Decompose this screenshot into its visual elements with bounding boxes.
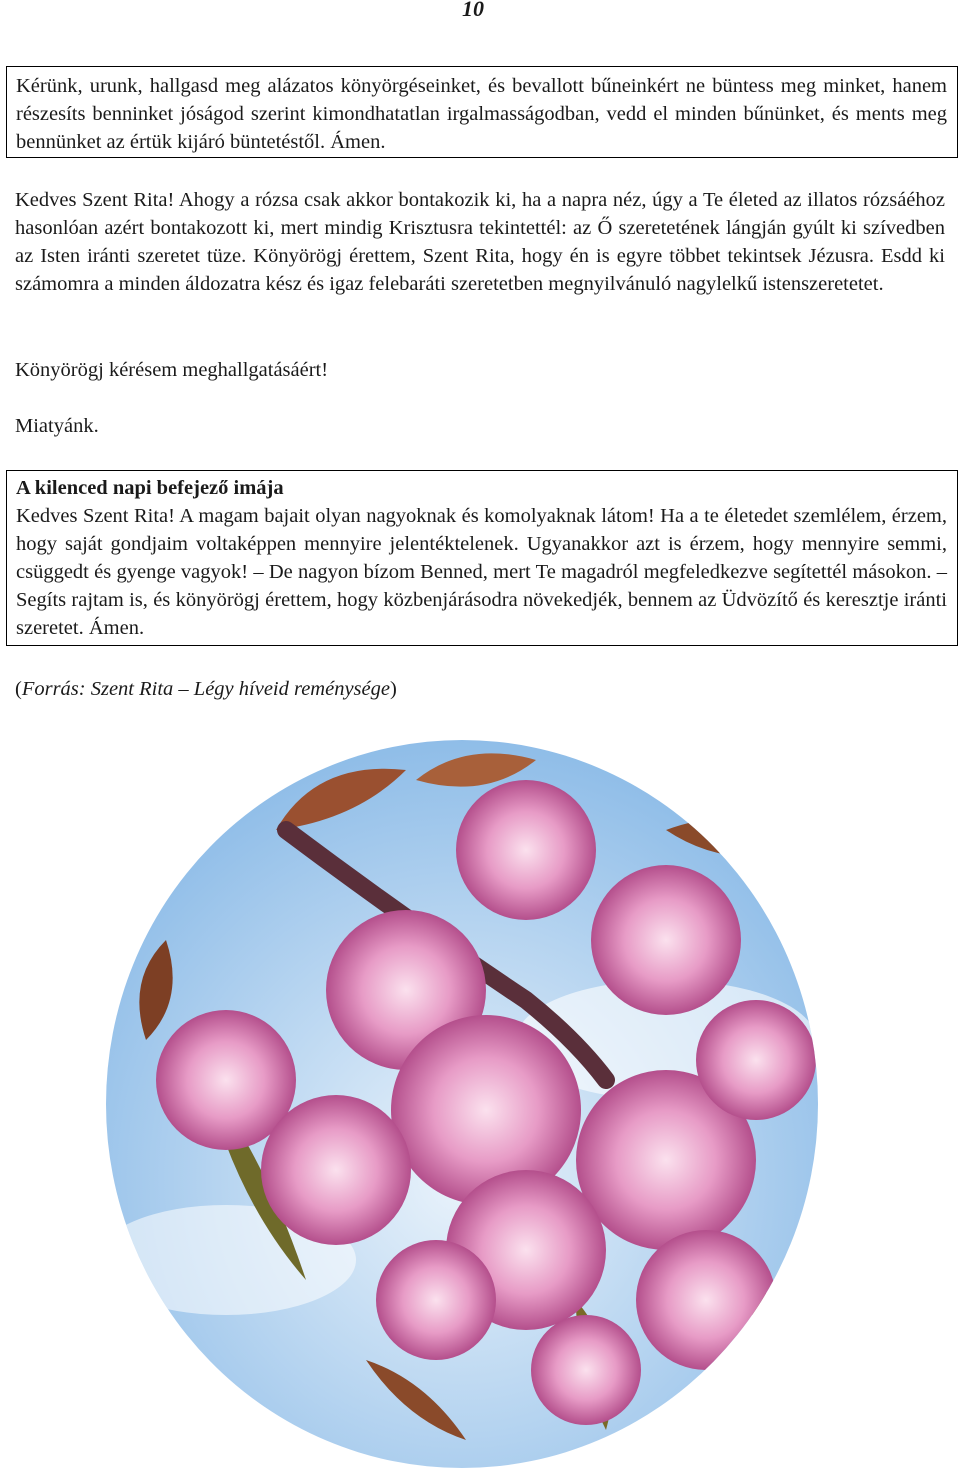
cherry-blossom-illustration: [106, 740, 818, 1468]
source-open-paren: (: [15, 678, 22, 700]
request-line: Könyörögj kérésem meghallgatásáért!: [15, 359, 329, 381]
source-text: Forrás: Szent Rita – Légy híveid reménysége: [21, 678, 390, 700]
closing-prayer-box: [6, 470, 958, 646]
prayer-box: [6, 66, 958, 158]
closing-prayer-heading: A kilenced napi befejező imája: [16, 477, 284, 499]
lords-prayer-line: Miatyánk.: [15, 415, 99, 437]
source-citation: [15, 675, 945, 703]
page-number: 10: [462, 0, 484, 21]
cherry-blossom-image: [106, 740, 818, 1468]
rita-paragraph: Kedves Szent Rita! Ahogy a rózsa csak akkor bontakozik ki, ha a napra néz, úgy a Te életed az illatos rózsáéhoz hasonlóan azért bontakozott ki, mert mindig Krisztusra tekintettél: az Ő szeretetének lángján gyúlt ki szívedben az Isten iránti szeretet tüze. Könyörögj érettem, Szent Rita, hogy én is egyre többet tekintsek Jézusra. Esdd ki számomra a minden áldozatra kész és igaz felebaráti szeretetben megnyilvánuló nagylelkű istenszeretetet.: [15, 189, 945, 295]
source-close-paren: ): [389, 678, 397, 700]
closing-prayer-text: Kedves Szent Rita! A magam bajait olyan nagyoknak és komolyaknak látom! Ha a te életedet szemlélem, érzem, hogy saját gondjaim voltaképpen mennyire jelentéktelenek. Ugyanakkor azt is érzem, hogy mennyire semmi, csüggedt és gyenge vagyok! – De nagyon bízom Benned, mert Te magadról megfeledkezve segítettél másokon. – Segíts rajtam is, és könyörögj érettem, hogy közbenjárásodra növekedjék, bennem az Üdvözítő és keresztje iránti szeretet. Ámen.: [16, 505, 947, 639]
prayer-text: Kérünk, urunk, hallgasd meg alázatos könyörgéseinket, és bevallott bűneinkért ne büntess meg minket, hanem részesíts benninket jóságod szerint kimondhatatlan irgalmasságodban, vedd el minden bűnünket, és ments meg bennünket az értük kijáró büntetéstől. Ámen.: [16, 75, 947, 153]
